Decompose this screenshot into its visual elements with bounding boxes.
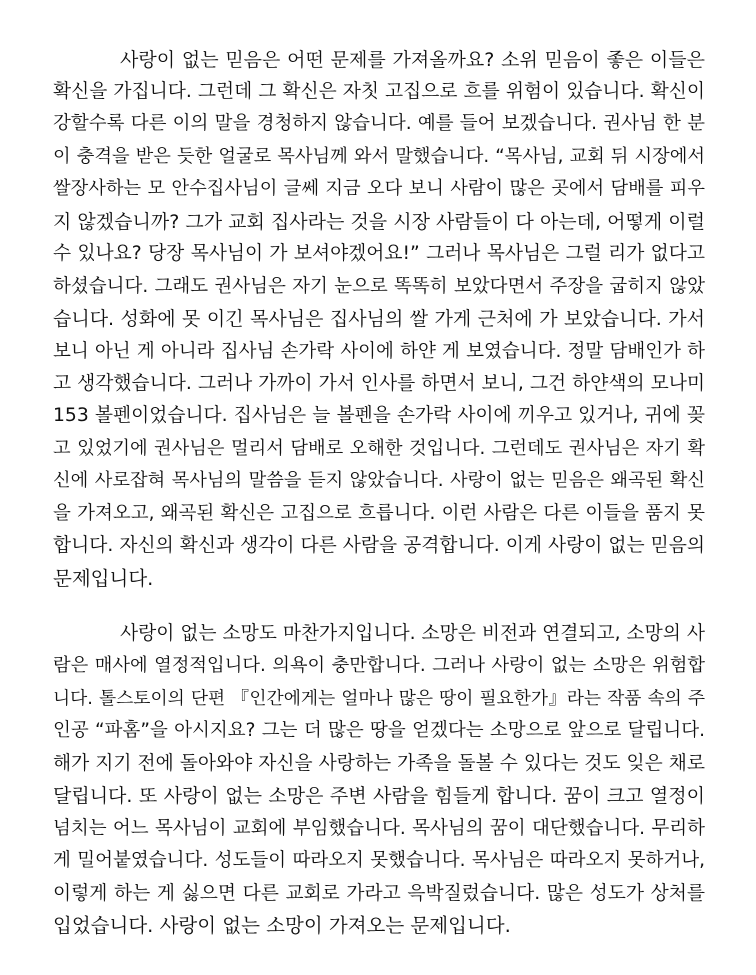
text-line: 게 밀어붙였습니다. 성도들이 따라오지 못했습니다. 목사님은 따라오지 못하거나, [53, 850, 705, 871]
text-line: 강할수록 다른 이의 말을 경청하지 않습니다. 예를 들어 보겠습니다. 권사님 한 분 [53, 113, 705, 134]
text-line: 넘치는 어느 목사님이 교회에 부임했습니다. 목사님의 꿈이 대단했습니다. 무리하 [53, 818, 705, 839]
text-line: 사랑이 없는 믿음은 어떤 문제를 가져올까요? 소위 믿음이 좋은 이들은 [120, 49, 705, 71]
text-line: 지 않겠습니까? 그가 교회 집사라는 것을 시장 사람들이 다 아는데, 어떻게 이럴 [53, 211, 705, 233]
text-line: 을 가져오고, 왜곡된 확신은 고집으로 흐릅니다. 이런 사람은 다른 이들을 품지 못 [53, 503, 705, 524]
text-line: 문제입니다. [53, 567, 154, 590]
text-line: 수 있나요? 당장 목사님이 가 보셔야겠어요!” 그러나 목사님은 그럴 리가 없다고 [53, 243, 705, 264]
text-line: 고 생각했습니다. 그러나 가까이 가서 인사를 하면서 보니, 그건 하얀색의 모나미 [53, 373, 705, 394]
text-line: 람은 매사에 열정적입니다. 의욕이 충만합니다. 그러나 사랑이 없는 소망은 위험합 [53, 655, 705, 676]
text-line: 해가 지기 전에 돌아와야 자신을 사랑하는 가족을 돌볼 수 있다는 것도 잊은 채로 [53, 753, 705, 774]
text-line: 고 있었기에 권사님은 멀리서 담배로 오해한 것입니다. 그런데도 권사님은 자기 확 [53, 438, 705, 459]
text-line: 습니다. 성화에 못 이긴 목사님은 집사님의 쌀 가게 근처에 가 보았습니다. 가서 [53, 308, 705, 330]
text-line: 인공 “파홈”을 아시지요? 그는 더 많은 땅을 얻겠다는 소망으로 앞으로 달립니다. [53, 720, 705, 741]
text-line: 달립니다. 또 사랑이 없는 소망은 주변 사람을 힘들게 합니다. 꿈이 크고 열정이 [53, 785, 705, 807]
text-line: 이렇게 하는 게 싫으면 다른 교회로 가라고 윽박질렀습니다. 많은 성도가 상처를 [53, 883, 705, 904]
text-line: 153 볼펜이었습니다. 집사님은 늘 볼펜을 손가락 사이에 끼우고 있거나, 귀에 꽂 [53, 405, 705, 426]
text-line: 쌀장사하는 모 안수집사님이 글쎄 지금 오다 보니 사람이 많은 곳에서 담배를 피우 [53, 178, 705, 199]
text-line: 니다. 톨스토이의 단편 『인간에게는 얼마나 많은 땅이 필요한가』라는 작품 속의 주 [53, 689, 705, 709]
text-line: 입었습니다. 사랑이 없는 소망이 가져오는 문제입니다. [53, 914, 511, 937]
text-line: 사랑이 없는 소망도 마찬가지입니다. 소망은 비전과 연결되고, 소망의 사 [120, 623, 705, 644]
text-line: 보니 아닌 게 아니라 집사님 손가락 사이에 하얀 게 보였습니다. 정말 담배인가 하 [53, 341, 705, 362]
text-line: 합니다. 자신의 확신과 생각이 다른 사람을 공격합니다. 이게 사랑이 없는 믿음의 [53, 535, 705, 556]
text-line: 신에 사로잡혀 목사님의 말씀을 듣지 않았습니다. 사랑이 없는 믿음은 왜곡된 확신 [53, 470, 705, 491]
text-line: 확신을 가집니다. 그런데 그 확신은 자칫 고집으로 흐를 위험이 있습니다. 확신이 [53, 81, 705, 102]
text-line: 이 충격을 받은 듯한 얼굴로 목사님께 와서 말했습니다. “목사님, 교회 뒤 시장에서 [53, 146, 705, 167]
text-line: 하셨습니다. 그래도 권사님은 자기 눈으로 똑똑히 보았다면서 주장을 굽히지 않았 [53, 276, 705, 297]
